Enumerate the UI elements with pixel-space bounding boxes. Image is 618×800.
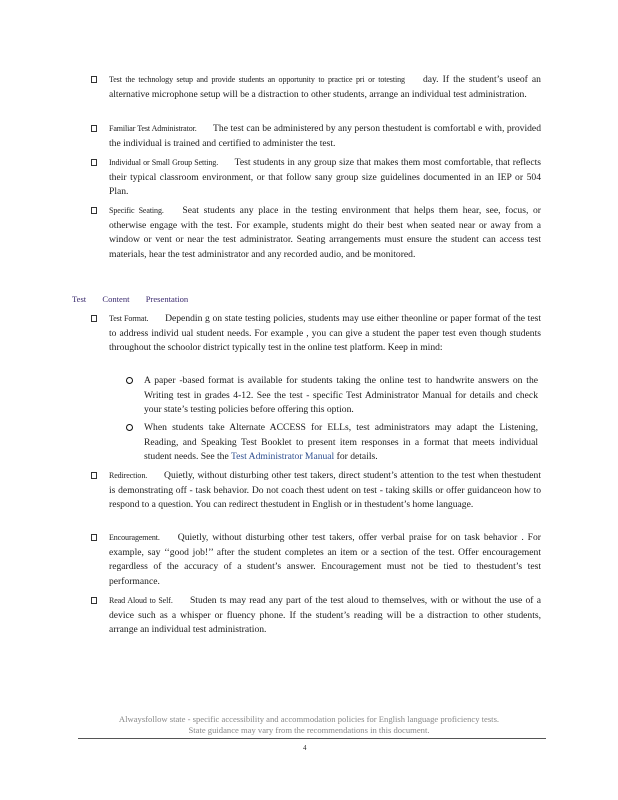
list-item: [91, 73, 541, 102]
bullet-square-icon: [91, 597, 97, 604]
item-lead: Familiar Test Administrator.: [109, 124, 197, 133]
item-body: When students take Alternate ACCESS for ELLs, test administrators may adapt the Listening, Reading, and Speaking Test Booklet to present item responses in a format that meets individual student needs. See the: [144, 422, 538, 463]
list-item-text: [109, 156, 541, 200]
manual-link[interactable]: Test Administrator Manual: [230, 451, 335, 463]
item-lead: Test Format.: [109, 314, 149, 323]
bullet-circle-icon: [126, 424, 133, 431]
item-lead: Specific Seating.: [109, 206, 164, 215]
list-item: [91, 594, 541, 638]
bullet-square-icon: [91, 125, 97, 132]
bullet-square-icon: [91, 207, 97, 214]
list-item-text: [109, 469, 541, 513]
item-body: Quietly, without disturbing other test takers, offer verbal praise for on task behavior . For example, say ‘‘good job!’’ after the student completes an item or a section of the test. Offer encouragement regardless of the accuracy of a student’s answer. Encouragement must not be tied to thestudent’s test performance.: [109, 532, 541, 587]
list-item-text: [109, 531, 541, 589]
footer-line: Alwaysfollow state - specific accessibility and accommodation policies for English language proficiency tests.: [118, 714, 500, 724]
sub-item-text: [144, 421, 538, 465]
bullet-square-icon: [91, 159, 97, 166]
list-item-text: [109, 73, 541, 102]
list-item: [91, 312, 541, 356]
bullet-circle-icon: [126, 377, 133, 384]
list-item-text: [109, 204, 541, 262]
page-footer: [78, 714, 540, 736]
bullet-square-icon: [91, 315, 97, 322]
sub-list-item: [126, 374, 538, 418]
list-item: [91, 531, 541, 589]
item-lead: Encouragement.: [109, 533, 160, 542]
list-item: [91, 122, 541, 151]
list-item-text: [109, 122, 541, 151]
section-heading: Test Content Presentation: [72, 294, 189, 304]
footer-divider: [78, 738, 546, 739]
sub-item-text: A paper -based format is available for students taking the online test to handwrite answers on the Writing test in grades 4-12. See the test - specific Test Administrator Manual for details and check your state’s testing policies before offering this option.: [144, 375, 538, 416]
item-body: for details.: [336, 451, 378, 463]
list-item-text: [109, 312, 541, 356]
item-body: Seat students any place in the testing environment that helps them hear, see, focus, or otherwise engage with the test. For example, students might do their best when seated near or away from a window or vent or near the test administrator. Seating arrangements must ensure the student can access test materials, hear the test administrator and any recorded audio, and be monitored.: [109, 205, 541, 260]
item-lead: Individual or Small Group Setting.: [109, 158, 219, 167]
item-lead: Read Aloud to Self.: [109, 596, 173, 605]
page-number: 4: [303, 744, 307, 752]
item-body: Studen ts may read any part of the test aloud to themselves, with or without the use of a device such as a whisper or fluency phone. If the student’s reading will be a distraction to other students, arrange an individual test administration.: [109, 595, 541, 636]
sub-list-item: [126, 421, 538, 465]
item-body: The test can be administered by any person thestudent is comfortabl e with, provided the individual is trained and certified to administer the test.: [109, 123, 541, 149]
list-item-text: [109, 594, 541, 638]
bullet-square-icon: [91, 472, 97, 479]
item-body: Quietly, without disturbing other test takers, direct student’s attention to the test when thestudent is demonstrating off - task behavior. Do not coach thest udent on test - taking skills or offer guidanceon how to respond to a question. You can redirect thestudent in English or in thestudent’s home language.: [109, 470, 541, 511]
list-item: [91, 156, 541, 200]
item-body: Test students in any group size that makes them most comfortable, that reflects their typical classroom environment, or that follow sany group size guidelines documented in an IEP or 504 Plan.: [109, 157, 541, 198]
item-body: day. If the student’s useof an alternative microphone setup will be a distraction to other students, arrange an individual test administration.: [109, 74, 541, 100]
list-item: [91, 204, 541, 262]
list-item: [91, 469, 541, 513]
bullet-square-icon: [91, 76, 97, 83]
item-lead: Redirection.: [109, 471, 148, 480]
bullet-square-icon: [91, 534, 97, 541]
item-lead: Test the technology setup and provide students an opportunity to practice pri or totesting: [109, 75, 405, 84]
item-body: Dependin g on state testing policies, students may use either theonline or paper format of the test to address individ ual student needs. For example , you can give a student the paper test even though students throughout the schoolor district typically test in the online test platform. Keep in mind:: [109, 313, 542, 354]
footer-line: State guidance may vary from the recommendations in this document.: [188, 725, 430, 735]
